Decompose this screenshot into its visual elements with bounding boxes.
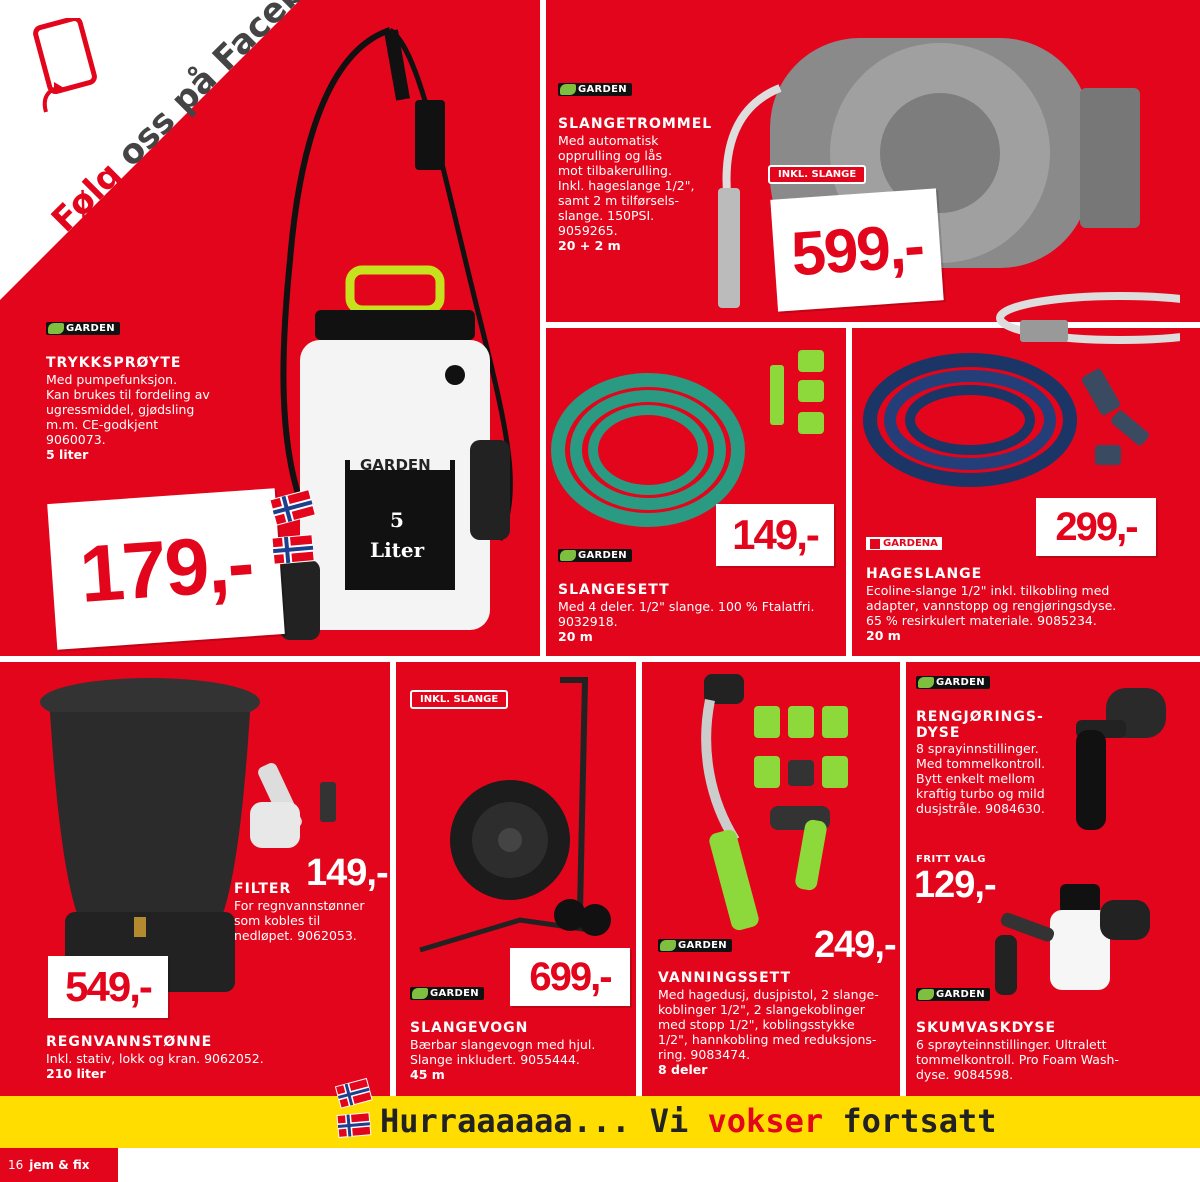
- garden-hose-image: [860, 350, 1190, 510]
- tank-label-liter: Liter: [370, 538, 425, 562]
- garden-logo-text: GARDEN: [578, 550, 627, 561]
- desc-line: Bærbar slangevogn med hjul.: [410, 1037, 596, 1052]
- regnvannstonne-title: REGNVANNSTØNNE: [46, 1034, 213, 1050]
- garden-leaf-icon: [560, 84, 576, 95]
- fritt-valg-label: FRITT VALG: [916, 854, 986, 865]
- desc-line: Kan brukes til fordeling av: [46, 387, 210, 402]
- slangesett-desc: [558, 599, 814, 644]
- desc-line: m.m. CE-godkjent: [46, 417, 159, 432]
- gardena-logo-text: GARDENA: [883, 538, 938, 549]
- slangevogn-tag: INKL. SLANGE: [410, 690, 508, 709]
- desc-line: adapter, vannstopp og rengjøringsdyse.: [866, 598, 1117, 613]
- desc-size: 20 + 2 m: [558, 238, 621, 253]
- slogan-highlight: vokser: [707, 1102, 824, 1140]
- desc-size: 210 liter: [46, 1066, 106, 1081]
- garden-logo: [410, 987, 484, 1000]
- page-footer: [0, 1148, 118, 1182]
- title-line: RENGJØRINGS-: [916, 709, 1044, 725]
- hageslange-title: HAGESLANGE: [866, 566, 983, 582]
- tank-label-5: 5: [390, 508, 404, 532]
- garden-logo: [916, 988, 990, 1001]
- garden-leaf-icon: [660, 940, 676, 951]
- garden-leaf-icon: [918, 989, 934, 1000]
- desc-line: Med hagedusj, dusjpistol, 2 slange-: [658, 987, 879, 1002]
- title-line: DYSE: [916, 725, 961, 741]
- vanningssett-desc: [658, 987, 879, 1077]
- desc-line: Med 4 deler. 1/2" slange. 100 % Ftalatfri.: [558, 599, 815, 614]
- desc-line: 8 sprayinnstillinger.: [916, 741, 1039, 756]
- trykksproyte-desc: [46, 372, 210, 462]
- spray-nozzle-image: [1066, 680, 1176, 840]
- skumvaskdyse-desc: [916, 1037, 1119, 1082]
- desc-line: tommelkontroll. Pro Foam Wash-: [916, 1052, 1119, 1067]
- rengjoringsdyse-title: [916, 709, 1044, 741]
- rengjoringsdyse-desc: [916, 741, 1045, 816]
- filter-desc: [234, 898, 365, 943]
- slangetrommel-price: 599,-: [770, 188, 943, 311]
- desc-line: koblinger 1/2", 2 slangekoblinger: [658, 1002, 865, 1017]
- desc-line: med stopp 1/2", koblingsstykke: [658, 1017, 855, 1032]
- hose-cart-image: [410, 670, 630, 970]
- desc-line: kraftig turbo og mild: [916, 786, 1045, 801]
- slangetrommel-title: SLANGETROMMEL: [558, 116, 713, 132]
- desc-line: 1/2", hannkobling med reduksjons-: [658, 1032, 877, 1047]
- slogan-part: fortsatt: [823, 1102, 997, 1140]
- norway-flag-icon: [332, 1076, 378, 1146]
- skumvaskdyse-title: SKUMVASKDYSE: [916, 1020, 1057, 1036]
- desc-line: Inkl. hageslange 1/2",: [558, 178, 695, 193]
- desc-size: 5 liter: [46, 447, 89, 462]
- garden-logo: [558, 83, 632, 96]
- slangevogn-title: SLANGEVOGN: [410, 1020, 529, 1036]
- garden-logo: [658, 939, 732, 952]
- tank-brand-label: GARDEN: [360, 456, 431, 474]
- desc-line: For regnvannstønner: [234, 898, 365, 913]
- trykksproyte-title: TRYKKSPRØYTE: [46, 355, 182, 371]
- desc-line: Slange inkludert. 9055444.: [410, 1052, 580, 1067]
- desc-line: Bytt enkelt mellom: [916, 771, 1035, 786]
- gardena-logo: [866, 537, 942, 550]
- desc-line: 6 sprøyteinnstillinger. Ultralett: [916, 1037, 1107, 1052]
- desc-line: Med tommelkontroll.: [916, 756, 1046, 771]
- slangetrommel-desc: [558, 133, 694, 253]
- vanningssett-price: 249,-: [814, 924, 896, 966]
- filter-price: 149,-: [306, 852, 388, 894]
- rengjoringsdyse-price: 129,-: [914, 864, 996, 906]
- desc-line: dyse. 9084598.: [916, 1067, 1014, 1082]
- garden-logo-text: GARDEN: [936, 989, 985, 1000]
- desc-line: ugressmiddel, gjødsling: [46, 402, 195, 417]
- garden-logo: [46, 322, 120, 335]
- garden-logo-text: GARDEN: [936, 677, 985, 688]
- slangevogn-desc: [410, 1037, 595, 1082]
- garden-logo-text: GARDEN: [678, 940, 727, 951]
- regnvannstonne-desc: [46, 1051, 264, 1081]
- filter-title: FILTER: [234, 881, 292, 897]
- desc-line: 65 % resirkulert materiale. 9085234.: [866, 613, 1097, 628]
- desc-line: 9059265.: [558, 223, 618, 238]
- slogan-part: Hurraaaaaa... Vi: [380, 1102, 708, 1140]
- regnvannstonne-price: 549,-: [48, 956, 168, 1018]
- desc-line: som kobles til: [234, 913, 321, 928]
- desc-size: 8 deler: [658, 1062, 708, 1077]
- desc-line: ring. 9083474.: [658, 1047, 751, 1062]
- facebook-text-follow: Følg: [44, 154, 130, 241]
- desc-line: Med automatisk: [558, 133, 659, 148]
- garden-logo: [558, 549, 632, 562]
- desc-line: 9060073.: [46, 432, 106, 447]
- desc-line: Ecoline-slange 1/2" inkl. tilkobling med: [866, 583, 1110, 598]
- hose-reel-image: [700, 28, 1180, 358]
- norway-flag-icon: [268, 488, 328, 578]
- page-number: 16: [8, 1158, 24, 1172]
- foam-nozzle-image: [990, 880, 1190, 1000]
- desc-line: dusjstråle. 9084630.: [916, 801, 1045, 816]
- desc-line: 9032918.: [558, 614, 618, 629]
- garden-logo-text: GARDEN: [66, 323, 115, 334]
- trykksproyte-price: 179,-: [47, 488, 285, 650]
- desc-size: 20 m: [866, 628, 901, 643]
- garden-logo-text: GARDEN: [578, 84, 627, 95]
- desc-line: samt 2 m tilførsels-: [558, 193, 680, 208]
- desc-line: mot tilbakerulling.: [558, 163, 672, 178]
- watering-set-image: [680, 670, 890, 950]
- desc-line: opprulling og lås: [558, 148, 663, 163]
- hageslange-price: 299,-: [1036, 498, 1156, 556]
- slangesett-title: SLANGESETT: [558, 582, 670, 598]
- desc-line: slange. 150PSI.: [558, 208, 655, 223]
- hageslange-desc: [866, 583, 1116, 643]
- desc-size: 20 m: [558, 629, 593, 644]
- garden-logo: [916, 676, 990, 689]
- garden-leaf-icon: [412, 988, 428, 999]
- desc-line: Med pumpefunksjon.: [46, 372, 178, 387]
- slangesett-price: 149,-: [716, 504, 834, 566]
- desc-size: 45 m: [410, 1067, 445, 1082]
- footer-brand: jem & fix: [29, 1158, 90, 1172]
- garden-leaf-icon: [48, 323, 64, 334]
- desc-line: Inkl. stativ, lokk og kran. 9062052.: [46, 1051, 264, 1066]
- garden-leaf-icon: [560, 550, 576, 561]
- garden-logo-text: GARDEN: [430, 988, 479, 999]
- slogan-text: [380, 1102, 997, 1140]
- garden-leaf-icon: [918, 677, 934, 688]
- desc-line: nedløpet. 9062053.: [234, 928, 357, 943]
- gardena-logo-mark: [870, 539, 880, 549]
- slangevogn-price: 699,-: [510, 948, 630, 1006]
- tablet-icon: [28, 18, 108, 128]
- vanningssett-title: VANNINGSSETT: [658, 970, 792, 986]
- slangetrommel-tag: INKL. SLANGE: [768, 165, 866, 184]
